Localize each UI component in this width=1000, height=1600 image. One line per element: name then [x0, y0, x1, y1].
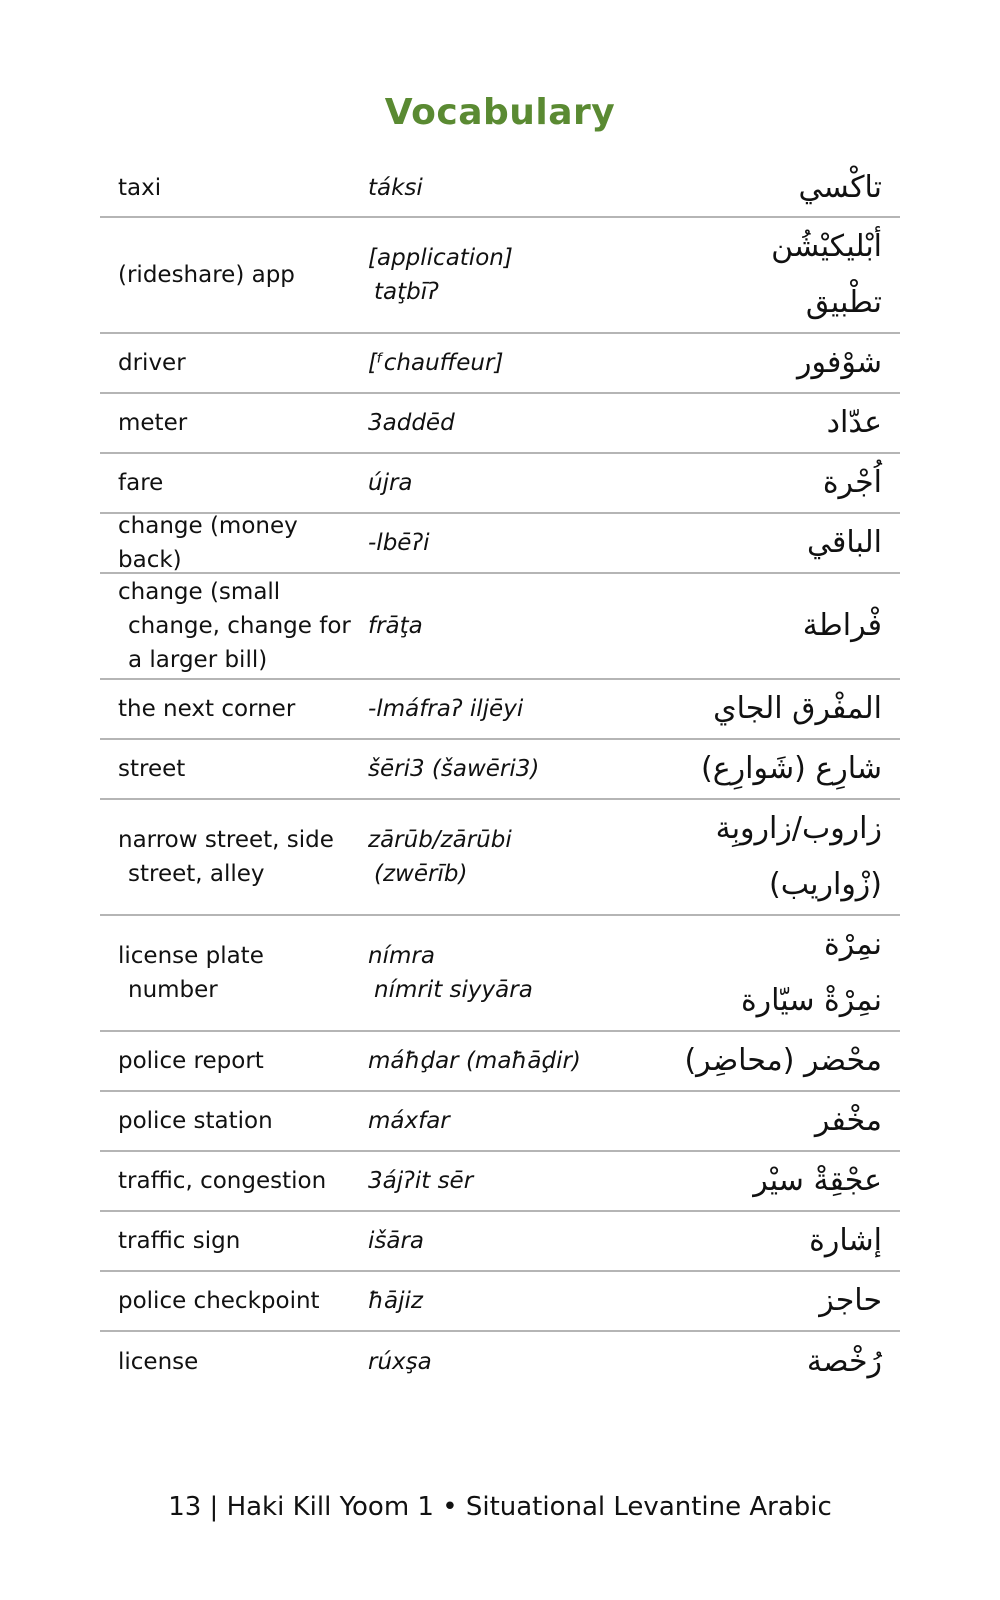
- vocab-row: [100, 1212, 900, 1272]
- transliteration-line: šēri3 (šawēri3): [368, 756, 540, 782]
- english-term: [100, 171, 368, 205]
- transliteration-line: taţbīʔ: [374, 279, 439, 305]
- transliteration-line: ħājiz: [368, 1288, 423, 1314]
- footer-bullet: •: [442, 1492, 458, 1522]
- transliteration-line: [application]: [368, 245, 513, 271]
- transliteration-line: -lbēʔi: [368, 530, 430, 556]
- vocab-row: [100, 1272, 900, 1332]
- footer-separator: |: [209, 1492, 219, 1522]
- vocab-row: [100, 800, 900, 916]
- english-term-line: fare: [118, 470, 164, 496]
- arabic-term-line: تاكْسي: [798, 170, 882, 205]
- transliteration-line: išāra: [368, 1228, 425, 1254]
- arabic-term-line: تطْبيق: [805, 285, 882, 320]
- arabic-term: [630, 219, 900, 331]
- arabic-term-line: اُجْرة: [822, 465, 882, 500]
- english-term: [100, 1345, 368, 1379]
- transliteration-line: rúxşa: [368, 1349, 432, 1375]
- english-term: [100, 346, 368, 380]
- arabic-term: [630, 1213, 900, 1269]
- vocab-row: [100, 334, 900, 394]
- transliteration: [368, 1224, 630, 1258]
- english-term: [100, 466, 368, 500]
- vocab-row: [100, 394, 900, 454]
- vocab-row: [100, 1092, 900, 1152]
- arabic-term-line: عجْقِةْ سيْر: [753, 1163, 882, 1198]
- arabic-term: [630, 395, 900, 451]
- english-term-line: change (small: [118, 579, 281, 605]
- transliteration-line: [ᶠchauffeur]: [368, 350, 504, 376]
- transliteration: [368, 466, 630, 500]
- vocab-row: [100, 454, 900, 514]
- english-term-line: change (money back): [118, 513, 298, 573]
- english-term-line: traffic, congestion: [118, 1168, 327, 1194]
- transliteration-line: 3addēd: [368, 410, 455, 436]
- arabic-term-line: شارِع (شَوارِع): [701, 751, 882, 786]
- english-term-line: change, change for: [128, 613, 351, 639]
- english-term-line: (rideshare) app: [118, 262, 295, 288]
- english-term: [100, 1224, 368, 1258]
- english-term-line: street, alley: [128, 861, 265, 887]
- english-term-line: taxi: [118, 175, 162, 201]
- arabic-term-line: حاجز: [819, 1283, 882, 1318]
- transliteration: [368, 1284, 630, 1318]
- transliteration-line: frāţa: [368, 613, 423, 639]
- arabic-term: [630, 917, 900, 1029]
- arabic-term-line: المفْرق الجاي: [713, 691, 882, 726]
- english-term: [100, 692, 368, 726]
- english-term: [100, 509, 368, 577]
- english-term-line: number: [128, 977, 218, 1003]
- arabic-term: [630, 598, 900, 654]
- transliteration: [368, 692, 630, 726]
- english-term: [100, 939, 368, 1007]
- arabic-term: [630, 335, 900, 391]
- transliteration-line: (zwērīb): [374, 861, 468, 887]
- transliteration-line: -lmáfraʔ iljēyi: [368, 696, 524, 722]
- transliteration: [368, 406, 630, 440]
- page-title: Vocabulary: [384, 92, 616, 133]
- english-term-line: police station: [118, 1108, 273, 1134]
- page-number: 13: [168, 1492, 202, 1522]
- english-term-line: license: [118, 1349, 199, 1375]
- transliteration-line: zārūb/zārūbi: [368, 827, 512, 853]
- english-term-line: a larger bill): [128, 647, 268, 673]
- arabic-term: [630, 741, 900, 797]
- english-term-line: the next corner: [118, 696, 296, 722]
- english-term: [100, 406, 368, 440]
- english-term: [100, 575, 368, 677]
- vocab-row: [100, 1032, 900, 1092]
- transliteration-line: nímrit siyyāra: [374, 977, 533, 1003]
- vocab-row: [100, 1152, 900, 1212]
- transliteration-line: újra: [368, 470, 413, 496]
- arabic-term: [630, 455, 900, 511]
- transliteration-line: táksi: [368, 175, 423, 201]
- transliteration: [368, 1345, 630, 1379]
- arabic-term-line: نمِرْة: [824, 927, 882, 962]
- vocab-row: [100, 218, 900, 334]
- book-subtitle: Situational Levantine Arabic: [465, 1492, 832, 1522]
- vocab-row: [100, 916, 900, 1032]
- arabic-term: [630, 681, 900, 737]
- english-term: [100, 823, 368, 891]
- transliteration: [368, 939, 630, 1007]
- arabic-term-line: محْضر (محاضِر): [684, 1043, 882, 1078]
- arabic-term: [630, 801, 900, 913]
- page-footer: [0, 1492, 1000, 1522]
- english-term: [100, 752, 368, 786]
- arabic-term-line: إشارة: [809, 1223, 882, 1258]
- vocab-row: [100, 740, 900, 800]
- arabic-term: [630, 1273, 900, 1329]
- arabic-term-line: رُخْصة: [806, 1344, 882, 1379]
- transliteration: [368, 346, 630, 380]
- arabic-term: [630, 1153, 900, 1209]
- transliteration: [368, 752, 630, 786]
- transliteration: [368, 241, 630, 309]
- transliteration-line: máħḑar (maħāḑir): [368, 1048, 581, 1074]
- transliteration: [368, 1044, 630, 1078]
- transliteration: [368, 526, 630, 560]
- vocabulary-table: [100, 160, 900, 1392]
- english-term: [100, 1044, 368, 1078]
- book-title: Haki Kill Yoom 1: [226, 1492, 434, 1522]
- english-term-line: police checkpoint: [118, 1288, 320, 1314]
- arabic-term: [630, 1033, 900, 1089]
- vocab-row: [100, 514, 900, 574]
- english-term-line: street: [118, 756, 186, 782]
- arabic-term-line: (زْواريب): [768, 867, 882, 902]
- arabic-term-line: نمِرْةْ سيّارة: [740, 983, 882, 1018]
- english-term: [100, 1284, 368, 1318]
- arabic-term: [630, 515, 900, 571]
- arabic-term-line: زاروب/زاروبِة: [715, 811, 882, 846]
- arabic-term-line: الباقي: [806, 525, 882, 560]
- english-term-line: license plate: [118, 943, 264, 969]
- vocab-row: [100, 160, 900, 218]
- english-term: [100, 258, 368, 292]
- transliteration: [368, 171, 630, 205]
- transliteration: [368, 1164, 630, 1198]
- transliteration-line: nímra: [368, 943, 435, 969]
- arabic-term-line: مخْفر: [814, 1103, 882, 1138]
- english-term-line: meter: [118, 410, 188, 436]
- arabic-term-line: شوْفور: [797, 345, 882, 380]
- transliteration: [368, 1104, 630, 1138]
- vocab-row: [100, 574, 900, 680]
- english-term-line: driver: [118, 350, 186, 376]
- arabic-term-line: عدّاد: [826, 405, 882, 440]
- arabic-term-line: فْراطة: [802, 608, 882, 643]
- english-term-line: police report: [118, 1048, 264, 1074]
- english-term: [100, 1104, 368, 1138]
- english-term-line: narrow street, side: [118, 827, 334, 853]
- arabic-term: [630, 160, 900, 216]
- english-term-line: traffic sign: [118, 1228, 241, 1254]
- transliteration: [368, 609, 630, 643]
- arabic-term-line: أبْليكيْشُن: [771, 229, 882, 264]
- vocab-row: [100, 680, 900, 740]
- transliteration-line: máxfar: [368, 1108, 450, 1134]
- arabic-term: [630, 1334, 900, 1390]
- transliteration: [368, 823, 630, 891]
- arabic-term: [630, 1093, 900, 1149]
- english-term: [100, 1164, 368, 1198]
- vocab-row: [100, 1332, 900, 1392]
- transliteration-line: 3ájʔit sēr: [368, 1168, 474, 1194]
